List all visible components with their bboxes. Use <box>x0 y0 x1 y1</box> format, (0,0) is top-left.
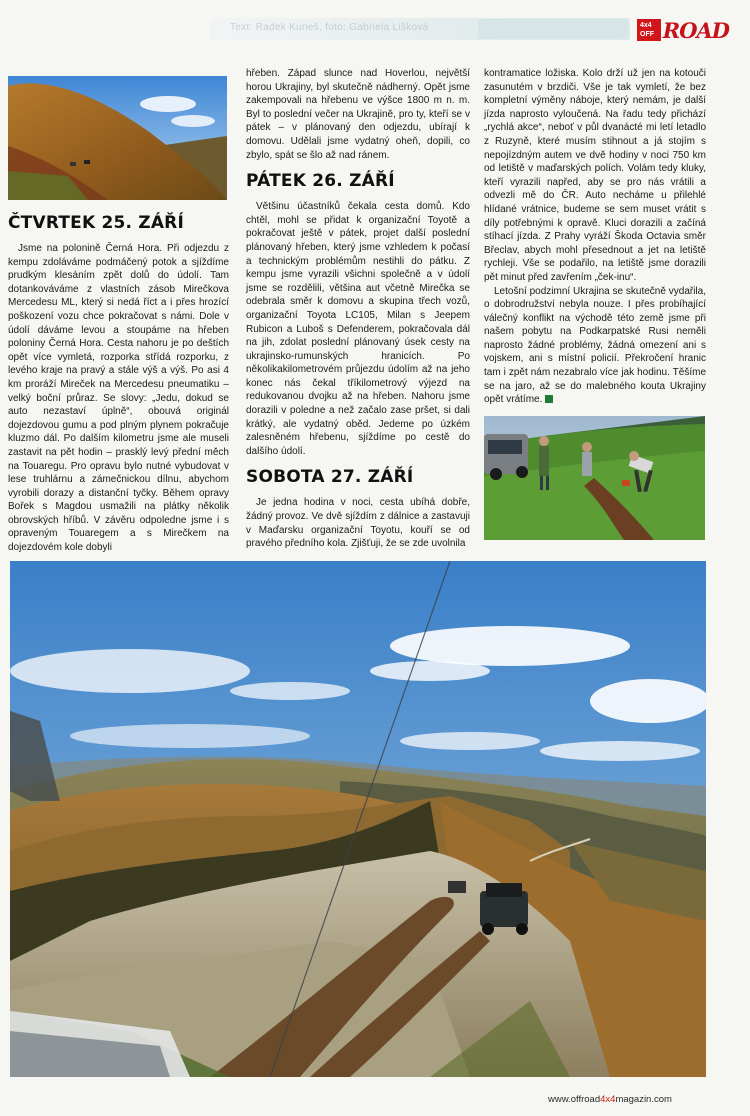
heading-saturday: SOBOTA 27. ZÁŘÍ <box>246 467 414 488</box>
paragraph-conclusion: Letošní podzimní Ukrajina se skutečně vydařila, o dobrodružství nebyla nouze. I přes probíhající válečný konflikt na východě této země jsme při našem pobytu na Podkarpatské Rusi neměli naprosto žádné problémy, žádná omezení ani s vojskem, ani s místní policií. Překročení hranic tam i zpět nám nezabralo více jak hodinu. Těšíme se na jaro, až se do malebného kouta Ukrajiny opět vrátíme. <box>484 285 706 406</box>
header-box <box>478 19 628 39</box>
paragraph-hoverla: hřeben. Západ slunce nad Hoverlou, největší horou Ukrajiny, byl skutečně nádherný. Opět jsme zakempovali na hřebenu ve výšce 1800 m n. m. Byl to poslední večer na Ukrajině, pro ty, kteří se v pátek – v plánovaný den odjezdu, ubírají k domovu. Udělali jsme vydatný oheň, dopili, co zbylo, spát se šlo až nad ránem. <box>246 68 470 161</box>
heading-thursday: ČTVRTEK 25. ZÁŘÍ <box>8 213 184 233</box>
paragraph-wheel-bearing: kontramatice ložiska. Kolo drží už jen na kotouči zasunutém v brzdiči. Vše je tak vymletí, že bez kompletní výměny náboje, který nemám, je další jízda naprosto vyloučená. Na řadu tedy přichází „rychlá akce“, neboť v půl dvanácté mi letí letadlo z Ruzyně, které musím stihnout a já stojím s nepojízdným autem ve dvě hodiny v noci 750 km od letiště v maďarských polích. Volám tedy kluky, kteří vyrazili napřed, aby se pro nás vrátili a odvezli mě do ČR. Auto necháme u přilehlé hlídané vrátnice, budeme se sem muset vrátit s díly potřebnými k opravě. Kluci dorazili a začíná stíhací jízda. Z Prahy vyráží Škoda Octavia směr Břeclav, abych mohl přesednout a jet na letiště rychleji. Vše se podařilo, na letiště jsme dorazili pět minut před zavřením „ček-inu“. <box>484 68 706 283</box>
paragraph-saturday: Je jedna hodina v noci, cesta ubíhá dobře, žádný provoz. Ve dvě sjíždím z dálnice a zastavuji v Maďarsku organizační Toyotu, kouří se od pravého předního kola. Zjišťuji, že se zde uvolnila <box>246 497 470 550</box>
magazine-logo <box>637 17 729 43</box>
paragraph-thursday: Jsme na polonině Černá Hora. Při odjezdu z kempu zdoláváme podmáčený potok a sjíždíme prudkým klesáním zpět dolů do údolí. Tam dotankováváme z vlastních zásob Mirečkova Mercedesu ML, který si nedá říct a i přes hrozící poškození vozu chce pokračovat s námi. Dole v údolí dáváme levou a stoupáme na hřeben poloniny Černá Hora. Cesta nahoru je po deštích opět více vymletá, rozporka střídá rozporku, z levého kraje na pravý a stále výš a výš. Po asi 4 km proráží Mireček na Mercedesu pneumatiku – velký boční průraz. Se slovy: „Jedu, dokud se auto nezastaví úplně“, obouvá originál dojezdovou gumu a pod plným plynem pokračuje kluzmo dál. Po dalším kilometru jsme ale museli zastavit na pět hodin – prasklý levý přední měch na Touaregu. Pro opravu bylo nutné vybudovat v lese truhlárnu a zámečnickou dílnu, abychom vyrobili dorazy a distanční tyčky. Během opravy Bořek s Magdou usmažili na plátky několik obrovských hříbů. V závěru odpoledne jsme i s opraveným Touaregem a s Mirečkem na dojezdovém kole dobyli <box>8 243 229 554</box>
logo-badge: 4x4 OFF <box>637 19 661 41</box>
paragraph-friday: Většinu účastníků čekala cesta domů. Kdo chtěl, mohl se přidat k organizační Toyotě a pokračovat ještě v pátek, projet další poslední plánovaný hřeben, který jsme vzhledem k počasí a technickým problémům nestihli do pátku. Z kempu jsme vyrazili všichni společně a v údolí jsme se rozdělili, většina aut včetně Mirečka se odebrala směr k domovu a skupina třech vozů, organizační Toyota LC105, Milan s Jeepem Rubicon a Luboš s Defenderem, pokračovala dál na jih, zdolat poslední plánovaný úsek cesty na ukrajinsko-rumunských hranicích. Po několikakilometrovém průjezdu údolím až na jeho konec nás čekal tříkilometrový výjezd na redukovanou dvojku až na hřeben. Nahoru jsme dorazili v poledne a než začalo zase pršet, si dali krátký, ale vydatný oběd. Jedeme po úzkém zalesněném hřebenu, sjíždíme po cestě do dalšího údolí. <box>246 201 470 457</box>
end-of-article-icon <box>545 395 553 403</box>
article-column-1 <box>8 204 229 555</box>
footer-website[interactable]: www.offroad4x4magazin.com <box>548 1094 672 1105</box>
heading-friday: PÁTEK 26. ZÁŘÍ <box>246 171 395 192</box>
photo-hill-landscape <box>8 76 227 200</box>
article-column-2 <box>246 67 470 551</box>
photo-credit: Text: Radek Kuneš, foto: Gabriela Lišková <box>230 22 429 33</box>
photo-mountain-panorama <box>10 561 706 1077</box>
logo-wordmark: ROAD <box>662 17 729 43</box>
photo-repair-group <box>484 416 705 540</box>
article-column-3 <box>484 67 706 407</box>
